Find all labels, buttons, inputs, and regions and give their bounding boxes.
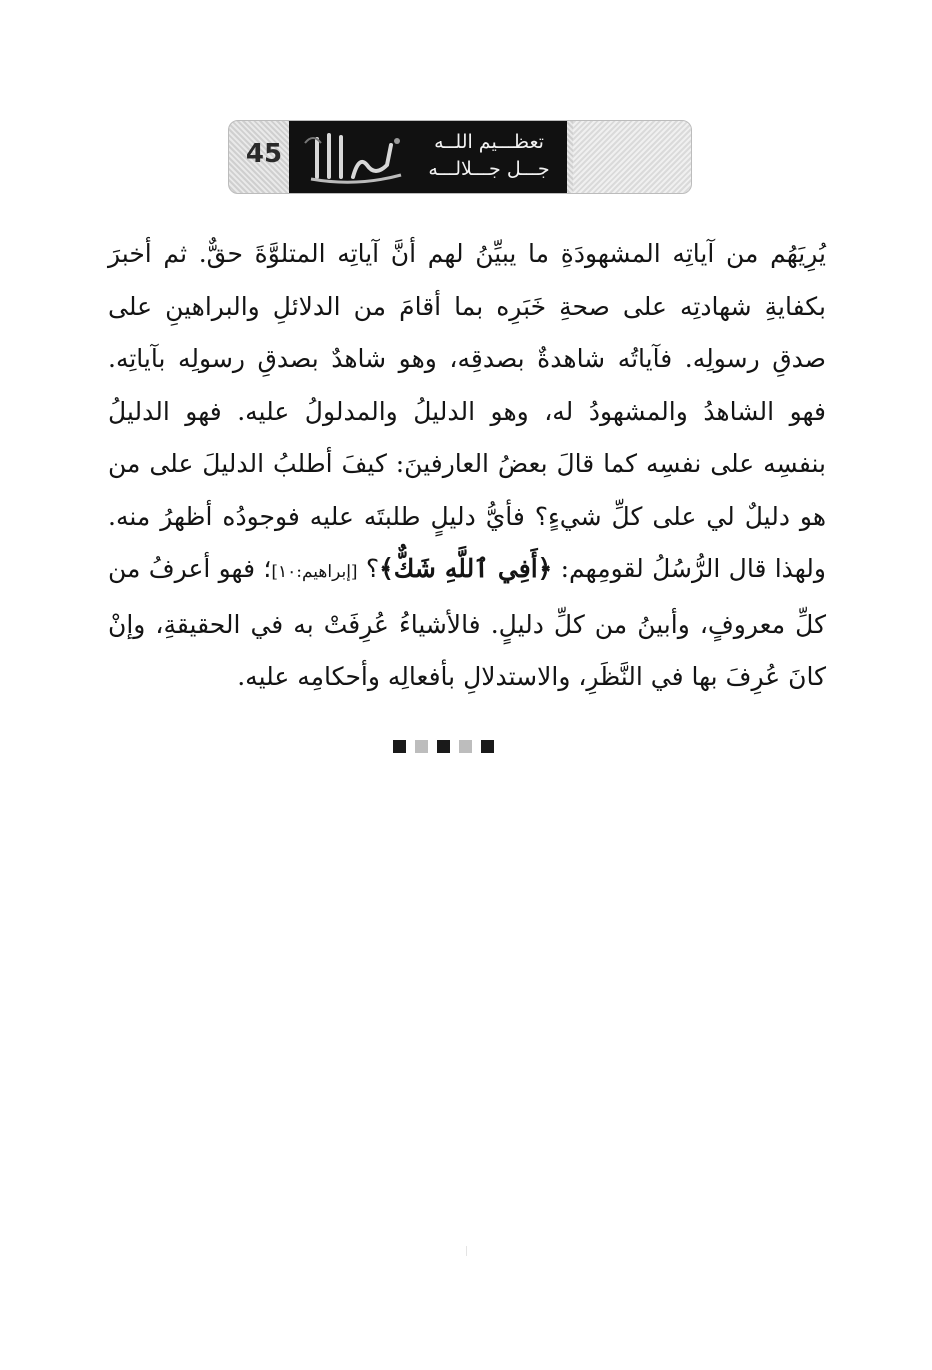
book-title-line-2: جـــل جـــلالـــه: [428, 158, 550, 180]
separator-square: [459, 740, 472, 753]
scan-mark: [466, 1246, 467, 1256]
quran-verse: ﴿أَفِي ٱللَّهِ شَكٌّ﴾: [379, 554, 553, 583]
header-title-panel: [289, 121, 567, 193]
section-separator: [383, 740, 503, 754]
separator-square: [481, 740, 494, 753]
allah-calligraphy-icon: [297, 125, 417, 189]
separator-square: [415, 740, 428, 753]
body-line: بعضُ العارفينَ: كيفَ أطلبُ الدليلَ على من هو دليلٌ لي على كلِّ شيءٍ؟ فأيُّ: [108, 449, 826, 531]
body-line: فالأشياءُ عُرِفَتْ به في الحقيقةِ، وإنْ كانَ عُرِفَ بها في النَّظَرِ، والاستدلالِ: [108, 609, 826, 691]
body-line: دليلٍ طلبتَه عليه فوجودُه أظهرُ منه. ولهذا قال الرُّسُلُ لقومِهم:: [108, 501, 827, 583]
body-line: ؛ فهو أعرفُ من كلِّ معروفٍ، وأبينُ من كلِّ دليلٍ.: [108, 554, 827, 639]
separator-square: [393, 740, 406, 753]
page-number: 45: [245, 139, 283, 169]
body-line: بأفعالِه وأحكامِه عليه.: [237, 662, 456, 691]
separator-square: [437, 740, 450, 753]
verse-reference: [إبراهيم:١٠]: [271, 562, 358, 582]
body-line: شهادتِه على صحةِ خَبَرِه بما أقامَ من الدلائلِ والبراهينِ على صدقِ رسولِه.: [108, 291, 826, 373]
body-line: والمشهودُ له، وهو الدليلُ والمدلولُ عليه. فهو الدليلُ بنفسِه على نفسِه كما قالَ: [108, 396, 826, 478]
body-line: يُرِيَهُم من آياتِه المشهودَةِ ما يبيِّنُ لهم أنَّ آياتِه المتلوَّةَ حقٌّ. ثم أخبرَ بكفايةِ: [108, 239, 827, 321]
book-title-line-1: تعظـــيم اللــه: [434, 131, 544, 153]
page-header-banner: [228, 120, 692, 194]
body-line: فآياتُه شاهدةٌ بصدقِه، وهو شاهدٌ بصدقِ رسولِه بآياتِه. فهو الشاهدُ: [108, 344, 827, 426]
body-paragraph: يُرِيَهُم من آياتِه المشهودَةِ ما يبيِّنُ لهم أنَّ آياتِه المتلوَّةَ حقٌّ. ثم أخبرَ بكفايةِ شهادتِه على صحةِ خَبَرِه بما أقامَ من الدلائلِ والبراهينِ على صدقِ رسولِه. فآياتُه شاهدةٌ بصدقِه، وهو شاهدٌ بصدقِ رسولِه بآياتِه. فهو الشاهدُ والمشهودُ له، وهو الدليلُ والمدلولُ عليه. فهو الدليلُ بنفسِه على نفسِه كما قالَ بعضُ العارفينَ: كيفَ أطلبُ الدليلَ على من هو دليلٌ لي على كلِّ شيءٍ؟ فأيُّ دليلٍ طلبتَه عليه فوجودُه أظهرُ منه. ولهذا قال الرُّسُلُ لقومِهم: ﴿أَفِي ٱللَّهِ شَكٌّ﴾؟ [إبراهيم:١٠]؛ فهو أعرفُ من كلِّ معروفٍ، وأبينُ من كلِّ دليلٍ. فالأشياءُ عُرِفَتْ به في الحقيقةِ، وإنْ كانَ عُرِفَ بها في النَّظَرِ، والاستدلالِ بأفعالِه وأحكامِه عليه.: [108, 239, 827, 691]
book-title: [419, 129, 559, 183]
header-decoration: [573, 121, 691, 193]
